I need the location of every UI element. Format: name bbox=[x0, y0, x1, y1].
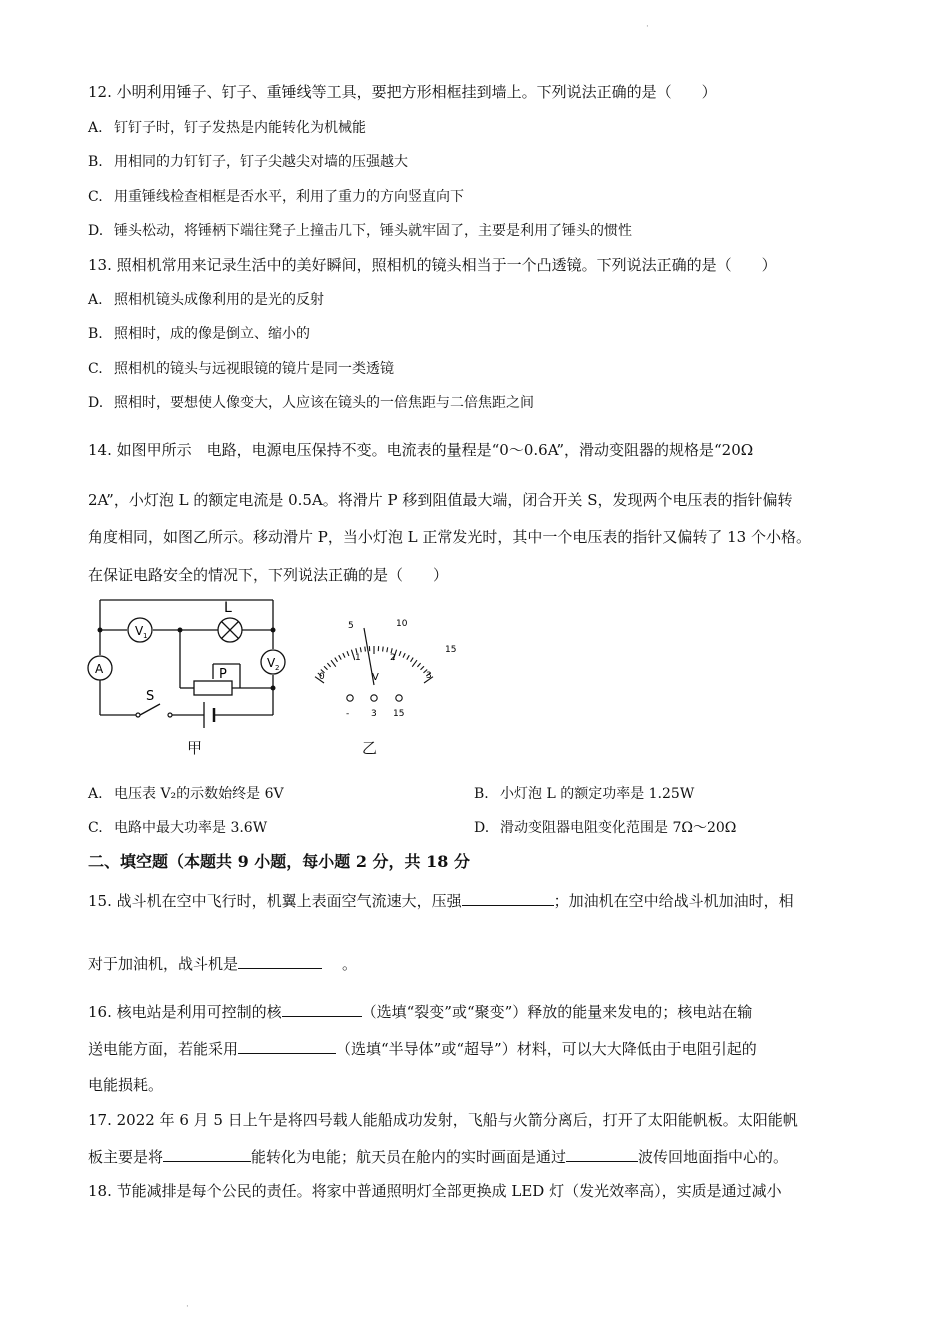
figure-jia-caption: 甲 bbox=[187, 739, 203, 757]
q12-stem: 12. 小明利用锤子、钉子、重锤线等工具，要把方形相框挂到墙上。下列说法正确的是（ ） bbox=[88, 83, 717, 101]
q13-option-a[interactable]: A. 照相机镜头成像利用的是光的反射 bbox=[88, 292, 324, 308]
q17-blank-2[interactable] bbox=[566, 1146, 638, 1162]
dial-tick bbox=[407, 655, 410, 659]
dial-unit: V bbox=[372, 672, 379, 683]
dial-tick bbox=[327, 663, 330, 667]
dial-lower-2: 2 bbox=[390, 653, 396, 663]
dial-tick bbox=[399, 651, 401, 656]
q14-option-c[interactable]: C. 电路中最大功率是 3.6W bbox=[88, 820, 268, 836]
section-heading: 二、填空题（本题共 9 小题，每小题 2 分，共 18 分 bbox=[88, 852, 470, 871]
dial-lower-3: 3 bbox=[426, 671, 432, 681]
terminal-15: 15 bbox=[393, 709, 405, 719]
q13-option-c[interactable]: C. 照相机的镜头与远视眼镜的镜片是同一类透镜 bbox=[88, 361, 394, 377]
dial-tick bbox=[343, 653, 345, 658]
dial-tick bbox=[360, 647, 361, 652]
q16-line3: 电能损耗。 bbox=[88, 1076, 164, 1094]
q14-option-b[interactable]: B. 小灯泡 L 的额定功率是 1.25W bbox=[474, 786, 695, 802]
dial-tick bbox=[365, 647, 366, 652]
dial-lower-1: 1 bbox=[355, 653, 361, 663]
slider-label: P bbox=[219, 667, 227, 682]
q12-option-a[interactable]: A. 钉钉子时，钉子发热是内能转化为机械能 bbox=[88, 120, 366, 136]
dial-tick bbox=[339, 655, 342, 659]
dial-tick bbox=[387, 647, 388, 652]
q18-line1: 18. 节能减排是每个公民的责任。将家中普通照明灯全部更换成 LED 灯（发光效率高），实质是通过减小 bbox=[88, 1182, 782, 1200]
q15-blank-1[interactable] bbox=[462, 890, 554, 906]
q12-option-d[interactable]: D. 锤头松动，将锤柄下端往凳子上撞击几下，锤头就牢固了，主要是利用了锤头的惯性 bbox=[88, 223, 632, 239]
q12-option-b[interactable]: B. 用相同的力钉钉子，钉子尖越尖对墙的压强越大 bbox=[88, 154, 408, 170]
dial-tick bbox=[403, 653, 405, 658]
switch-label: S bbox=[146, 689, 155, 704]
dial-lower-0: 0 bbox=[319, 672, 325, 682]
q14-stem-line4: 在保证电路安全的情况下，下列说法正确的是（ ） bbox=[88, 566, 449, 584]
q14-stem-line3: 角度相同，如图乙所示。移动滑片 P，当小灯泡 L 正常发光时，其中一个电压表的指针又偏转了 13 个小格。 bbox=[88, 528, 811, 546]
q13-option-d[interactable]: D. 照相时，要想使人像变大，人应该在镜头的一倍焦距与二倍焦距之间 bbox=[88, 395, 534, 411]
q14-stem-line1: 14. 如图甲所示 电路，电源电压保持不变。电流表的量程是“0～0.6A”，滑动变阻器的规格是“20Ω bbox=[88, 441, 754, 459]
q15-blank-2[interactable] bbox=[238, 953, 322, 969]
q17-blank-1[interactable] bbox=[163, 1146, 251, 1162]
q16-line2: 送电能方面，若能采用 （选填“半导体”或“超导”）材料，可以大大降低由于电阻引起的 bbox=[88, 1040, 757, 1058]
voltmeter-dial bbox=[300, 610, 470, 722]
q12-option-c[interactable]: C. 用重锤线检查相框是否水平，利用了重力的方向竖直向下 bbox=[88, 189, 464, 205]
q14-option-a[interactable]: A. 电压表 V₂的示数始终是 6V bbox=[88, 786, 284, 802]
q16-blank-2[interactable] bbox=[238, 1038, 336, 1054]
dial-tick bbox=[347, 651, 349, 656]
q16-blank-1[interactable] bbox=[282, 1001, 362, 1017]
corner-dot: · bbox=[646, 22, 649, 32]
q15-line2: 对于加油机，战斗机是 。 bbox=[88, 955, 358, 973]
lamp-label: L bbox=[224, 600, 232, 616]
q17-line2: 板主要是将 能转化为电能；航天员在舱内的实时画面是通过 波传回地面指中心的。 bbox=[88, 1148, 789, 1166]
v1-subscript: 1 bbox=[143, 632, 148, 640]
corner-dot: · bbox=[186, 1302, 189, 1312]
dial-upper-5: 5 bbox=[348, 621, 354, 631]
q17-line1: 17. 2022 年 6 月 5 日上午是将四号载人能船成功发射，飞船与火箭分离后，打开了太阳能帆板。太阳能帆 bbox=[88, 1111, 798, 1129]
dial-tick bbox=[324, 666, 328, 670]
q15-line1: 15. 战斗机在空中飞行时，机翼上表面空气流速大，压强 ；加油机在空中给战斗机加油时，相 bbox=[88, 892, 794, 910]
v2-label: V bbox=[267, 656, 276, 670]
q14-stem-line2: 2A”，小灯泡 L 的额定电流是 0.5A。将滑片 P 移到阻值最大端，闭合开关 S，发现两个电压表的指针偏转 bbox=[88, 491, 793, 509]
dial-upper-15: 15 bbox=[445, 645, 457, 655]
q16-line1: 16. 核电站是利用可控制的核 （选填“裂变”或“聚变”）释放的能量来发电的；核电站在输 bbox=[88, 1003, 753, 1021]
dial-tick bbox=[417, 663, 420, 667]
circuit-diagram bbox=[80, 590, 290, 760]
q13-stem: 13. 照相机常用来记录生活中的美好瞬间，照相机的镜头相当于一个凸透镜。下列说法正确的是（ ） bbox=[88, 256, 777, 274]
q14-option-d[interactable]: D. 滑动变阻器电阻变化范围是 7Ω～20Ω bbox=[474, 820, 737, 836]
terminal-3: 3 bbox=[371, 709, 377, 719]
dial-tick bbox=[335, 658, 338, 662]
ammeter-label: A bbox=[95, 662, 104, 676]
q13-option-b[interactable]: B. 照相时，成的像是倒立、缩小的 bbox=[88, 326, 310, 342]
v1-label: V bbox=[135, 624, 144, 638]
dial-tick bbox=[331, 660, 336, 667]
dial-tick bbox=[383, 647, 384, 652]
figure-yi-caption: 乙 bbox=[362, 739, 378, 757]
v2-subscript: 2 bbox=[275, 664, 280, 672]
dial-tick bbox=[421, 666, 425, 670]
terminal-negative: - bbox=[346, 709, 350, 719]
dial-tick bbox=[412, 660, 417, 667]
dial-tick bbox=[411, 658, 414, 662]
dial-upper-10: 10 bbox=[396, 619, 408, 629]
